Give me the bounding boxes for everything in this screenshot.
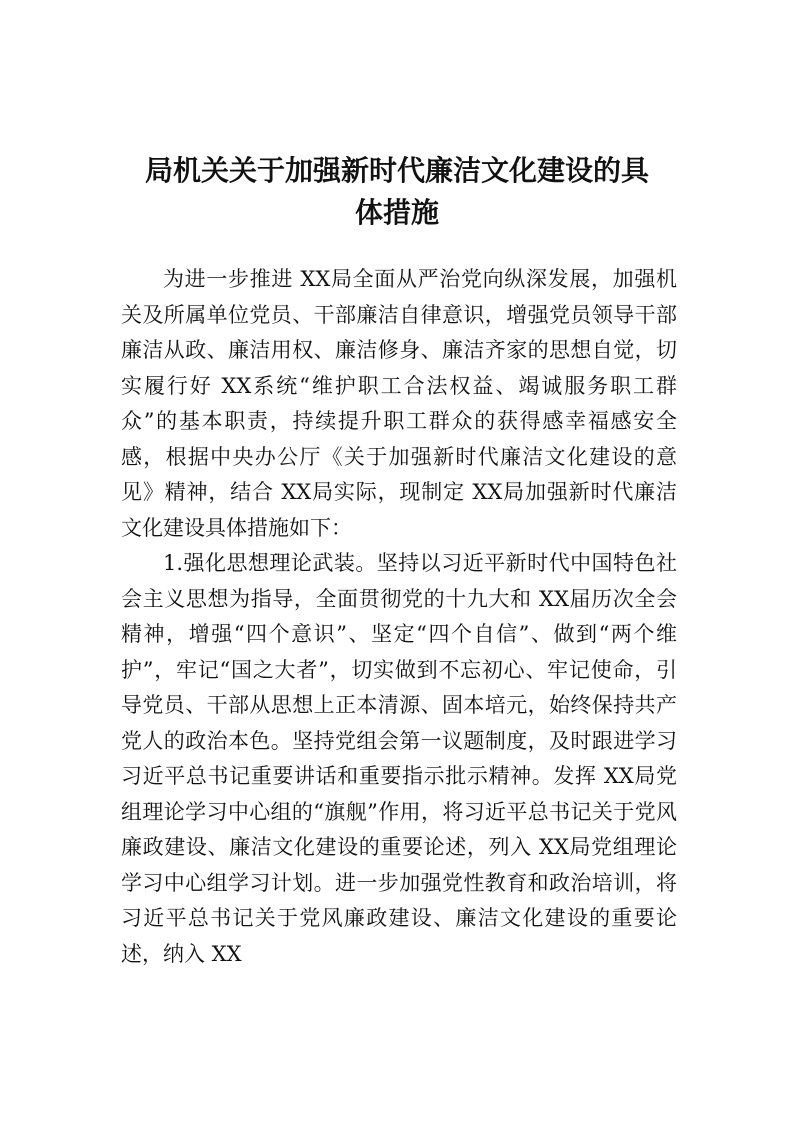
measure-1-paragraph: 1.强化思想理论武装。坚持以习近平新时代中国特色社会主义思想为指导，全面贯彻党的十九大和 XX届历次全会精神，增强“四个意识”、坚定“四个自信”、做到“两个维护”，牢记“国之大者”，切实做到不忘初心、牢记使命，引导党员、干部从思想上正本清源、固本培元，始终保持共产党人的政治本色。坚持党组会第一议题制度，及时跟进学习习近平总书记重要讲话和重要指示批示精神。发挥 XX局党组理论学习中心组的“旗舰”作用，将习近平总书记关于党风廉政建设、廉洁文化建设的重要论述，列入 XX局党组理论学习中心组学习计划。进一步加强党性教育和政治培训，将习近平总书记关于党风廉政建设、廉洁文化建设的重要论述，纳入 XX bbox=[121, 551, 677, 966]
document-body bbox=[121, 262, 677, 972]
intro-paragraph: 为进一步推进 XX局全面从严治党向纵深发展，加强机关及所属单位党员、干部廉洁自律意识，增强党员领导干部廉洁从政、廉洁用权、廉洁修身、廉洁齐家的思想自觉，切实履行好 XX系统“维护职工合法权益、竭诚服务职工群众”的基本职责，持续提升职工群众的获得感幸福感安全感，根据中央办公厅《关于加强新时代廉洁文化建设的意见》精神，结合 XX局实际，现制定 XX局加强新时代廉洁文化建设具体措施如下： bbox=[121, 267, 677, 540]
document-title bbox=[110, 150, 684, 234]
title-line-2: 体措施 bbox=[354, 196, 439, 229]
title-line-1: 局机关关于加强新时代廉洁文化建设的具 bbox=[144, 154, 649, 187]
